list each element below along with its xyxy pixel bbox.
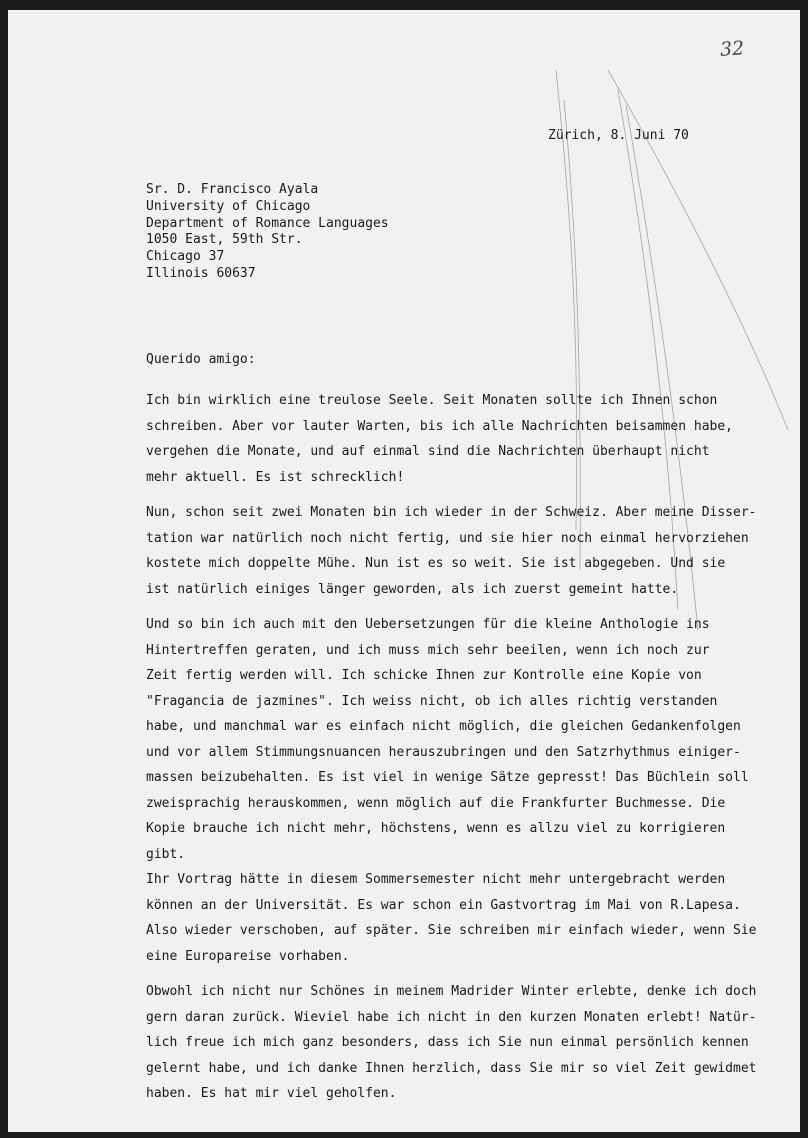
text-line: Hintertreffen geraten, und ich muss mich sehr beeilen, wenn ich noch zur	[146, 642, 710, 658]
text-line: tation war natürlich noch nicht fertig, und sie hier noch einmal hervorziehen	[146, 530, 749, 546]
address-line: Sr. D. Francisco Ayala	[146, 182, 319, 197]
text-line: gern daran zurück. Wieviel habe ich nicht in den kurzen Monaten erlebt! Natür-	[146, 1009, 757, 1025]
text-line: ist natürlich einiges länger geworden, als ich zuerst gemeint hatte.	[146, 581, 679, 597]
letter-body	[146, 388, 766, 1107]
text-line: vergehen die Monate, und auf einmal sind die Nachrichten überhaupt nicht	[146, 444, 710, 459]
text-line: "Fragancia de jazmines". Ich weiss nicht, ob ich alles richtig verstanden	[146, 693, 718, 709]
page-number: 32	[719, 37, 745, 61]
text-line: lich freue ich mich ganz besonders, dass ich Sie nun einmal persönlich kennen	[146, 1035, 749, 1050]
recipient-address	[146, 182, 389, 283]
paragraph	[146, 867, 766, 969]
text-line: mehr aktuell. Es ist schrecklich!	[146, 469, 405, 485]
text-line: eine Europareise vorhaben.	[146, 948, 350, 964]
text-line: gelernt habe, und ich danke Ihnen herzlich, dass Sie mir so viel Zeit gewidmet	[146, 1060, 757, 1076]
text-line: zweisprachig herauskommen, wenn möglich auf die Frankfurter Buchmesse. Die	[146, 795, 726, 811]
address-line: Chicago 37	[146, 249, 225, 265]
text-line: Kopie brauche ich nicht mehr, höchstens, wenn es allzu viel zu korrigieren	[146, 821, 726, 836]
paragraph	[146, 500, 766, 602]
date-line: Zürich, 8. Juni 70	[548, 128, 689, 143]
salutation: Querido amigo:	[146, 352, 256, 367]
text-line: haben. Es hat mir viel geholfen.	[146, 1086, 397, 1101]
paragraph	[146, 612, 766, 867]
address-line: University of Chicago	[146, 198, 311, 214]
address-line: Illinois 60637	[146, 265, 256, 281]
address-line: 1050 East, 59th Str.	[146, 232, 303, 248]
text-line: Zeit fertig werden will. Ich schicke Ihnen zur Kontrolle eine Kopie von	[146, 668, 702, 683]
text-line: können an der Universität. Es war schon ein Gastvortrag im Mai von R.Lapesa.	[146, 897, 741, 913]
text-line: gibt.	[146, 846, 186, 862]
text-line: Ihr Vortrag hätte in diesem Sommersemester nicht mehr untergebracht werden	[146, 872, 726, 887]
text-line: Also wieder verschoben, auf später. Sie schreiben mir einfach wieder, wenn Sie	[146, 923, 757, 938]
paragraph	[146, 979, 766, 1107]
text-line: massen beizubehalten. Es ist viel in wenige Sätze gepresst! Das Büchlein soll	[146, 770, 749, 785]
text-line: Ich bin wirklich eine treulose Seele. Seit Monaten sollte ich Ihnen schon	[146, 393, 718, 408]
text-line: habe, und manchmal war es einfach nicht möglich, die gleichen Gedankenfolgen	[146, 719, 741, 734]
text-line: schreiben. Aber vor lauter Warten, bis ich alle Nachrichten beisammen habe,	[146, 418, 733, 434]
text-line: Nun, schon seit zwei Monaten bin ich wieder in der Schweiz. Aber meine Disser-	[146, 505, 757, 520]
letter-page	[8, 10, 800, 1132]
address-line: Department of Romance Languages	[146, 215, 389, 231]
text-line: kostete mich doppelte Mühe. Nun ist es so weit. Sie ist abgegeben. Und sie	[146, 556, 726, 571]
text-line: und vor allem Stimmungsnuancen herauszubringen und den Satzrhythmus einiger-	[146, 744, 741, 760]
paragraph	[146, 388, 766, 490]
text-line: Obwohl ich nicht nur Schönes in meinem Madrider Winter erlebte, denke ich doch	[146, 984, 757, 999]
text-line: Und so bin ich auch mit den Uebersetzungen für die kleine Anthologie ins	[146, 617, 710, 632]
